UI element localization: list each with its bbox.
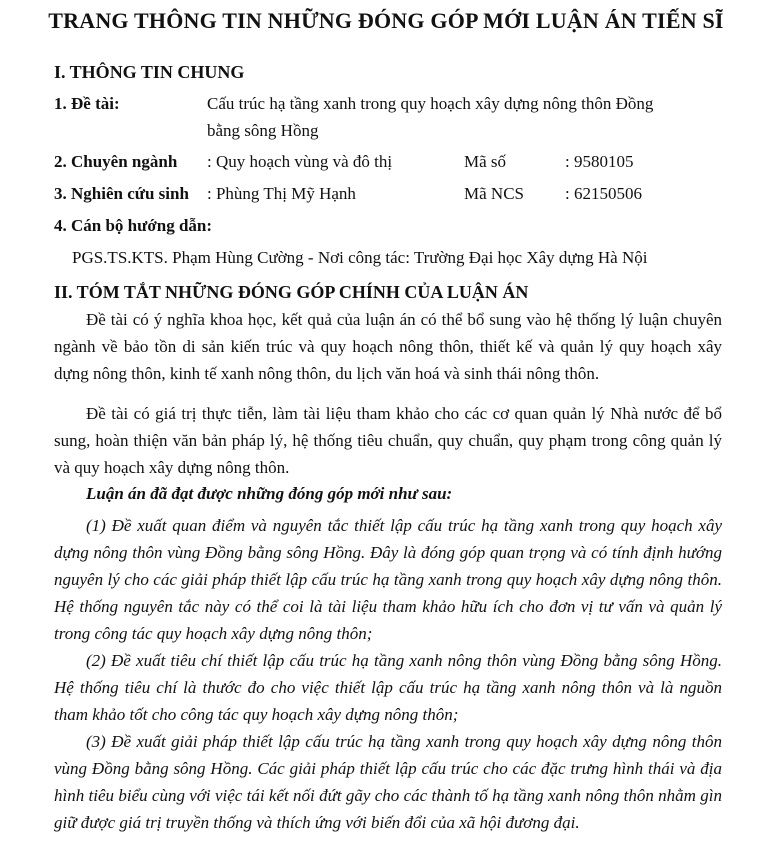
contribution-item-3: (3) Đề xuất giải pháp thiết lập cấu trúc hạ tầng xanh trong quy hoạch xây dựng nông thôn vùng Đồng bằng sông Hồng. Các giải pháp thiết lập cấu trúc cho các đặc trưng hình thái và địa hình tiêu biểu cùng với việc tái kết nối đứt gãy cho các thành tố hạ tầng xanh nông thôn nhằm gìn giữ được giá trị truyền thống và thích ứng với biến đổi của xã hội đương đại. <box>54 732 722 832</box>
topic-line1: Cấu trúc hạ tầng xanh trong quy hoạch xây dựng nông thôn Đồng <box>207 94 654 113</box>
major-label: 2. Chuyên ngành <box>54 152 178 171</box>
summary-paragraph-1: Đề tài có ý nghĩa khoa học, kết quả của luận án có thể bổ sung vào hệ thống lý luận chuyên ngành về bảo tồn di sản kiến trúc và quy hoạch nông thôn, thiết kế và quản lý quy hoạch xây dựng nông thôn, kinh tế xanh nông thôn, du lịch văn hoá và sinh thái nông thôn. <box>54 310 722 383</box>
topic-line2: bằng sông Hồng <box>207 121 319 140</box>
page-title: TRANG THÔNG TIN NHỮNG ĐÓNG GÓP MỚI LUẬN ÁN TIẾN SĨ <box>48 8 724 33</box>
researcher-value: : Phùng Thị Mỹ Hạnh <box>207 184 356 203</box>
summary-paragraph-2: Đề tài có giá trị thực tiễn, làm tài liệu tham khảo cho các cơ quan quản lý Nhà nước để bổ sung, hoàn thiện văn bản pháp lý, hệ thống tiêu chuẩn, quy chuẩn, quy phạm trong công quản lý và quy hoạch xây dựng nông thôn. <box>54 404 722 477</box>
section2-heading: II. TÓM TẮT NHỮNG ĐÓNG GÓP CHÍNH CỦA LUẬN ÁN <box>54 282 529 302</box>
contributions-heading: Luận án đã đạt được những đóng góp mới như sau: <box>86 484 453 503</box>
code-label: Mã số <box>464 152 507 171</box>
advisor-label: 4. Cán bộ hướng dẫn: <box>54 216 213 235</box>
section1-heading: I. THÔNG TIN CHUNG <box>54 62 245 82</box>
major-value: : Quy hoạch vùng và đô thị <box>207 152 393 171</box>
ncs-label: Mã NCS <box>464 184 524 203</box>
topic-label: 1. Đề tài: <box>54 94 120 113</box>
contribution-item-1: (1) Đề xuất quan điểm và nguyên tắc thiết lập cấu trúc hạ tầng xanh trong quy hoạch xây dựng nông thôn vùng Đồng bằng sông Hồng. Đây là đóng góp quan trọng và có tính định hướng nguyên lý cho các giải pháp thiết lập cấu trúc hạ tầng xanh trong quy hoạch xây dựng nông thôn. Hệ thống nguyên tắc này có thể coi là tài liệu tham khảo hữu ích cho đơn vị tư vấn và quản lý trong công tác quy hoạch xây dựng nông thôn; <box>54 516 722 643</box>
researcher-label: 3. Nghiên cứu sinh <box>54 184 189 203</box>
advisor-value: PGS.TS.KTS. Phạm Hùng Cường - Nơi công tác: Trường Đại học Xây dựng Hà Nội <box>72 248 648 267</box>
ncs-value: : 62150506 <box>565 184 642 203</box>
contribution-item-2: (2) Đề xuất tiêu chí thiết lập cấu trúc hạ tầng xanh nông thôn vùng Đồng bằng sông Hồng. Hệ thống tiêu chí là thước đo cho việc thiết lập cấu trúc hạ tầng xanh nông thôn và là nguồn tham khảo tốt cho công tác quy hoạch xây dựng nông thôn; <box>54 651 722 724</box>
code-value: : 9580105 <box>565 152 634 171</box>
